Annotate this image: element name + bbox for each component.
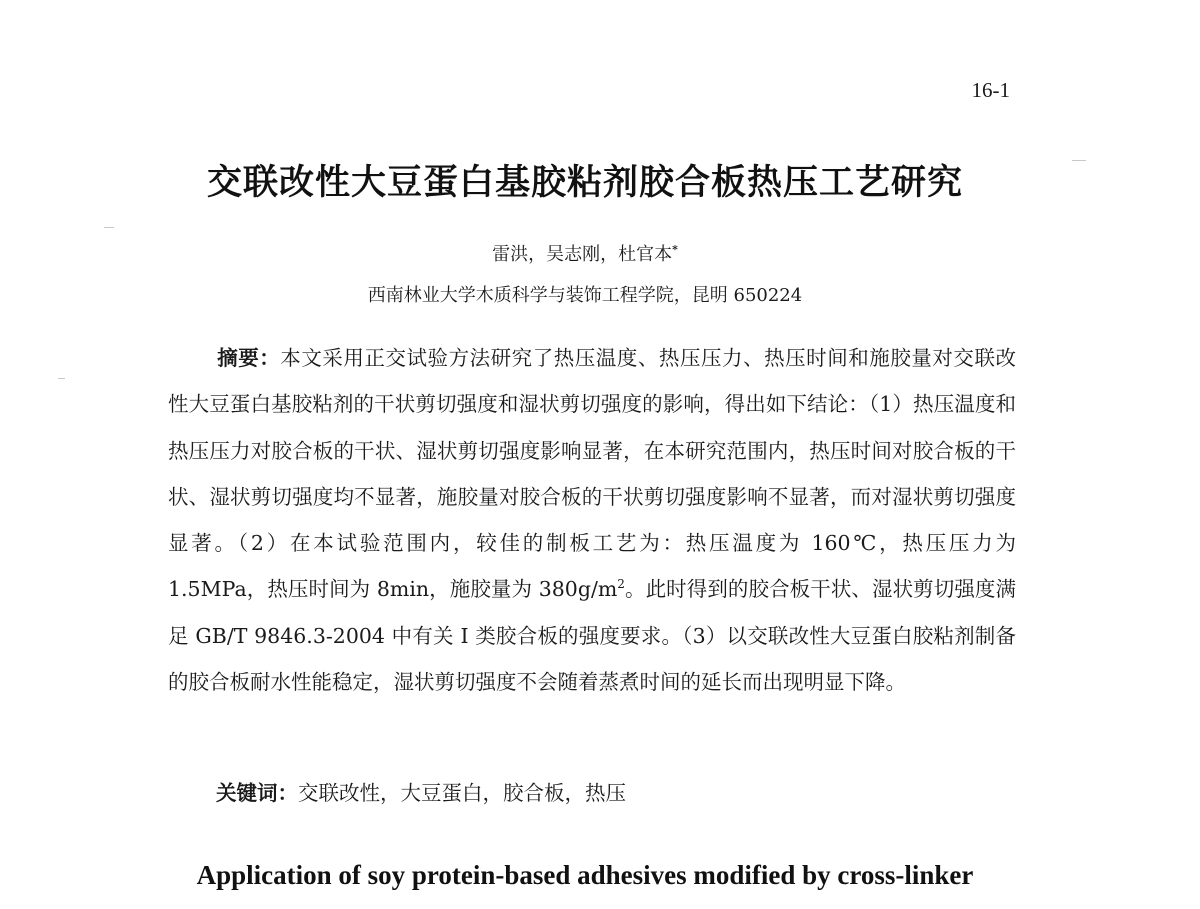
affiliation: 西南林业大学木质科学与装饰工程学院，昆明 650224 xyxy=(367,285,803,306)
author-list xyxy=(0,240,1170,266)
abstract-superscript: 2 xyxy=(617,577,625,592)
keywords xyxy=(216,770,1016,816)
abstract xyxy=(168,335,1016,705)
author-names: 雷洪，吴志刚，杜官本 xyxy=(492,244,673,265)
keywords-label: 关键词： xyxy=(216,781,298,805)
scan-speck xyxy=(104,227,114,228)
english-title: Application of soy protein-based adhesives modified by cross-linker xyxy=(196,860,974,890)
scan-speck xyxy=(58,378,65,379)
paper-title: 交联改性大豆蛋白基胶粘剂胶合板热压工艺研究 xyxy=(206,162,963,203)
keywords-text: 交联改性，大豆蛋白，胶合板，热压 xyxy=(298,781,626,805)
page-number: 16-1 xyxy=(971,78,1010,102)
abstract-text: 本文采用正交试验方法研究了热压温度、热压压力、热压时间和施胶量对交联改性大豆蛋白基胶粘剂的干状剪切强度和湿状剪切强度的影响，得出如下结论：（1）热压温度和热压压力对胶合板的干状、湿状剪切强度影响显著，在本研究范围内，热压时间对胶合板的干状、湿状剪切强度均不显著，施胶量对胶合板的干状剪切强度影响不显著，而对湿状剪切强度显著。（2）在本试验范围内，较佳的制板工艺为：热压温度为 160℃，热压压力为 1.5MPa，热压时间为 8min，施胶量为 380g/m xyxy=(168,346,1017,602)
scan-speck xyxy=(1072,160,1086,161)
abstract-label: 摘要： xyxy=(217,346,281,370)
corresponding-author-mark: * xyxy=(672,243,678,256)
abstract-text-continued: 。此时得到的胶合板干状、湿状剪切强度满足 GB/T 9846.3-2004 中有关 I 类胶合板的强度要求。（3）以交联改性大豆蛋白胶粘剂制备的胶合板耐水性能稳定，湿状剪切强度不会随着蒸煮时间的延长而出现明显下降。 xyxy=(168,577,1016,695)
